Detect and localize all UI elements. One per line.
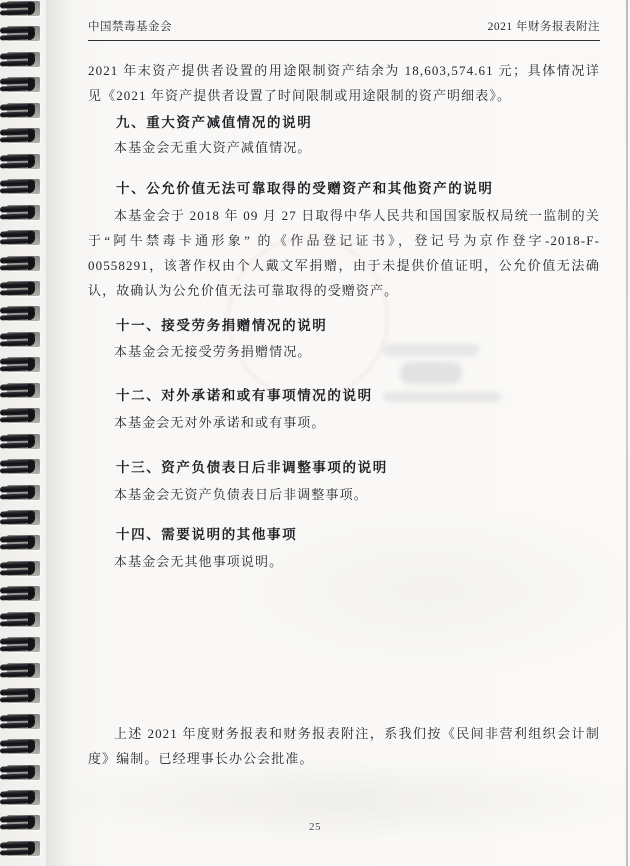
binding-loop: [0, 637, 48, 654]
binding-wire: [0, 264, 29, 270]
binding-wire: [0, 213, 29, 219]
binding-loop: [0, 26, 48, 43]
binding-loop: [0, 77, 48, 94]
binding-loop: [0, 688, 48, 705]
section-heading: 十、公允价值无法可靠取得的受赠资产和其他资产的说明: [116, 181, 494, 196]
binding-loop: [0, 128, 48, 145]
binding-loop: [0, 306, 48, 323]
binding-loop: [0, 459, 48, 476]
page-right-edge: [626, 0, 628, 866]
binding-wire: [0, 9, 29, 15]
section-heading: 十四、需要说明的其他事项: [116, 527, 298, 542]
binding-loop: [0, 714, 48, 731]
paragraph: 本基金会无对外承诺和或有事项。: [114, 415, 326, 430]
binding-wire: [0, 569, 29, 575]
binding-wire: [0, 289, 29, 295]
binding-loop: [0, 841, 48, 858]
header-org-name: 中国禁毒基金会: [88, 21, 172, 33]
paragraph: 本基金会无其他事项说明。: [114, 554, 284, 569]
binding-loop: [0, 739, 48, 756]
binding-wire: [0, 773, 29, 779]
binding-loop: [0, 154, 48, 171]
paragraph: 本基金会无接受劳务捐赠情况。: [114, 344, 312, 359]
binding-loop: [0, 485, 48, 502]
binding-wire: [0, 340, 29, 346]
header-doc-title: 2021 年财务报表附注: [487, 21, 600, 33]
binding-loop: [0, 535, 48, 552]
page-header: [88, 20, 600, 41]
binding-loop: [0, 434, 48, 451]
paragraph: 本基金会于 2018 年 09 月 27 日取得中华人民共和国国家版权局统一监制的关于“阿牛禁毒卡通形象” 的《作品登记证书》，登记号为京作登字-2018-F-00558291，该著作权由个人戴文军捐赠，由于未提供价值证明，公允价值无法确认，故确认为公允价值无法可靠取得的受赠资产。: [88, 208, 600, 298]
binding-loop: [0, 790, 48, 807]
binding-loop: [0, 281, 48, 298]
binding-loop: [0, 357, 48, 374]
binding-loop: [0, 510, 48, 527]
binding-wire: [0, 111, 29, 117]
page-content: [88, 20, 600, 771]
binding-wire: [0, 239, 29, 245]
binding-wire: [0, 442, 29, 448]
binding-loop: [0, 815, 48, 832]
document-body: [88, 58, 600, 771]
binding-loop: [0, 1, 48, 18]
section-heading: 十二、对外承诺和或有事项情况的说明: [116, 388, 373, 403]
binding-loop: [0, 230, 48, 247]
binding-wire: [0, 493, 29, 499]
binding-loop: [0, 561, 48, 578]
binding-loop: [0, 179, 48, 196]
binding-wire: [0, 620, 29, 626]
binding-loop: [0, 612, 48, 629]
binding-wire: [0, 162, 29, 168]
binding-wire: [0, 391, 29, 397]
section-heading: 十一、接受劳务捐赠情况的说明: [116, 318, 328, 333]
binding-wire: [0, 60, 29, 66]
page-number: 25: [309, 821, 321, 833]
binding-wire: [0, 671, 29, 677]
binding-loop: [0, 332, 48, 349]
paragraph: 上述 2021 年度财务报表和财务报表附注，系我们按《民间非营利组织会计制度》编制。已经理事长办公会批准。: [88, 726, 600, 766]
binding-wire: [0, 722, 29, 728]
section-heading: 九、重大资产减值情况的说明: [116, 115, 313, 130]
binding-loop: [0, 205, 48, 222]
binding-wire: [0, 849, 29, 855]
binding-loop: [0, 408, 48, 425]
binding-wire: [0, 748, 29, 754]
spiral-binding: [0, 0, 60, 866]
binding-wire: [0, 798, 29, 804]
binding-wire: [0, 518, 29, 524]
binding-loop: [0, 586, 48, 603]
binding-loop: [0, 663, 48, 680]
binding-loop: [0, 103, 48, 120]
binding-loop: [0, 256, 48, 273]
paragraph: 本基金会无重大资产减值情况。: [114, 140, 312, 155]
section-heading: 十三、资产负债表日后非调整事项的说明: [116, 460, 388, 475]
binding-loop: [0, 52, 48, 69]
binding-loop: [0, 383, 48, 400]
binding-loop: [0, 765, 48, 782]
paragraph: 本基金会无资产负债表日后非调整事项。: [114, 487, 368, 502]
paragraph: 2021 年末资产提供者设置的用途限制资产结余为 18,603,574.61 元；具体情况详见《2021 年资产提供者设置了时间限制或用途限制的资产明细表》。: [88, 63, 600, 103]
